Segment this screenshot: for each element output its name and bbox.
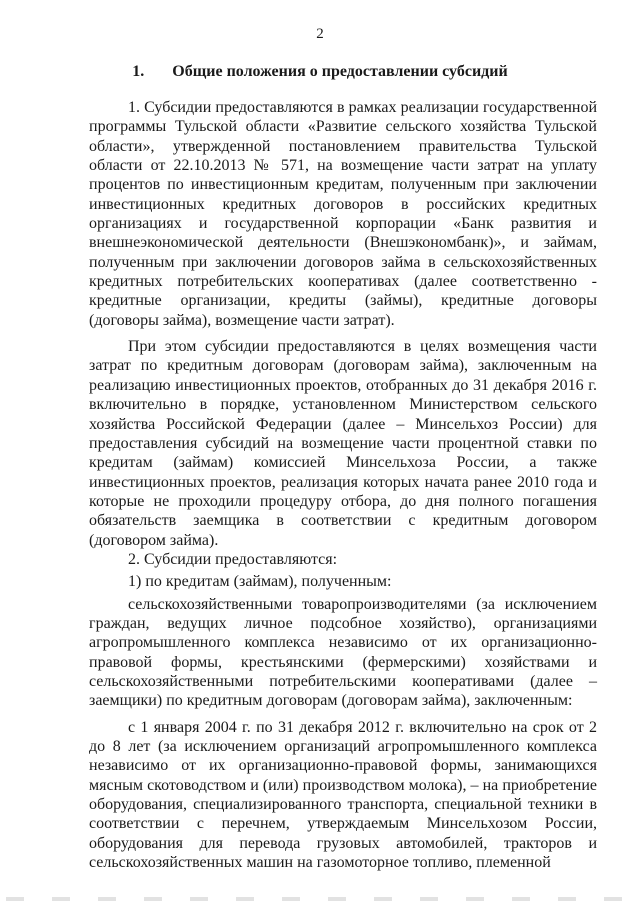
paragraph-subsidy-purpose: 1. Субсидии предоставляются в рамках реализации государственной программы Тульской области «Развитие сельского хозяйства Тульской области», утвержденной постановлением правительства Тульской области от 22.10.2013 № 571, на возмещение части затрат на уплату процентов по инвестиционным кредитам, полученным при заключении инвестиционных кредитных договоров в российских кредитных организациях и государственной корпорации «Банк развития и внешнеэкономической деятельности (Внешэкономбанк)», и займам, полученным при заключении договоров займа в сельскохозяйственных кредитных потребительских кооперативах (далее соответственно - кредитные организации, кредиты (займы), кредитные договоры (договоры займа), возмещение части затрат). xyxy=(89,99,597,329)
section-number: 1. xyxy=(132,63,145,80)
section-title: Общие положения о предоставлении субсидий xyxy=(172,63,508,80)
paragraph-loans-received: 1) по кредитам (займам), полученным: xyxy=(128,573,392,591)
section-heading xyxy=(0,63,640,81)
paragraph-subsidies-provided: 2. Субсидии предоставляются: xyxy=(128,550,338,568)
page-number: 2 xyxy=(316,26,324,42)
paragraph-loan-terms: с 1 января 2004 г. по 31 декабря 2012 г. включительно на срок от 2 до 8 лет (за исключением организаций агропромышленного комплекса независимо от их организационно-правовой формы, занимающихся мясным скотоводством и (или) производством молока), – на приобретение оборудования, специализированного транспорта, специальной техники в соответствии с перечнем, утверждаемым Минсельхозом России, оборудования для перевода грузовых автомобилей, тракторов и сельскохозяйственных машин на газомоторное топливо, племенной xyxy=(89,718,597,872)
document-body xyxy=(89,98,597,872)
paragraph-borrowers: сельскохозяйственными товаропроизводителями (за исключением граждан, ведущих личное подсобное хозяйство), организациями агропромышленного комплекса независимо от их организационно-правовой формы, крестьянскими (фермерскими) хозяйствами и сельскохозяйственными потребительскими кооперативами (далее – заемщики) по кредитным договорам (договорам займа), заключенным: xyxy=(89,595,597,710)
paragraph-investment-projects: При этом субсидии предоставляются в целях возмещения части затрат по кредитным договорам (договорам займа), заключенным на реализацию инвестиционных проектов, отобранных до 31 декабря 2016 г. включительно в порядке, установленном Министерством сельского хозяйства Российской Федерации (далее – Минсельхоз России) для предоставления субсидий на возмещение части процентной ставки по кредитам (займам) комиссией Минсельхоза России, а также инвестиционных проектов, реализация которых начата ранее 2010 года и которые не проходили процедуру отбора, до дня полного погашения обязательств заемщика в соответствии с кредитным договором (договором займа). xyxy=(89,338,597,549)
scan-edge-artifact xyxy=(6,897,634,901)
